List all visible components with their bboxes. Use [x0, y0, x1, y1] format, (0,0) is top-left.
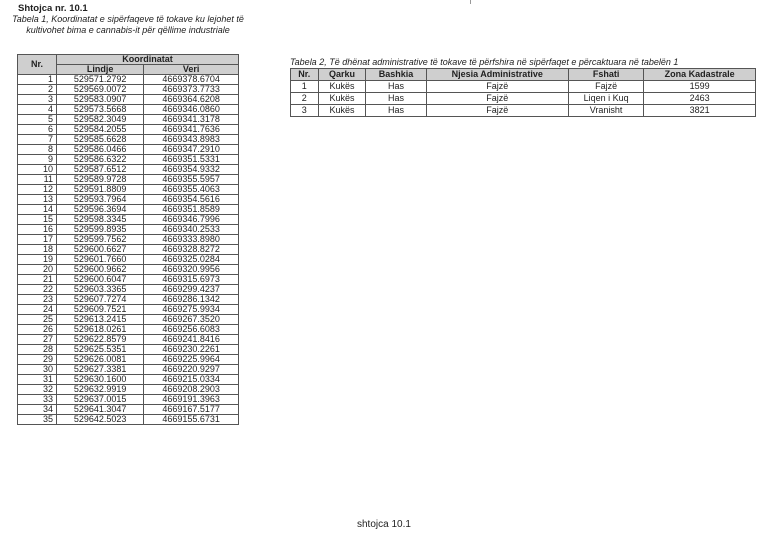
coordinates-table-body — [18, 75, 239, 425]
row-nr-cell: 9 — [18, 155, 57, 165]
row-nr-cell: 22 — [18, 285, 57, 295]
table-row — [18, 335, 239, 345]
row-nr-cell: 12 — [18, 185, 57, 195]
admin-col-header: Njesia Administrative — [426, 69, 568, 81]
veri-cell: 4669341.3178 — [144, 115, 239, 125]
coordinates-table — [17, 54, 239, 425]
row-nr-cell: 4 — [18, 105, 57, 115]
table-row — [18, 365, 239, 375]
row-nr-cell: 34 — [18, 405, 57, 415]
table-row — [18, 155, 239, 165]
veri-cell: 4669343.8983 — [144, 135, 239, 145]
col-group-header: Koordinatat — [57, 55, 239, 65]
veri-cell: 4669347.2910 — [144, 145, 239, 155]
veri-cell: 4669225.9964 — [144, 355, 239, 365]
row-nr-cell: 16 — [18, 225, 57, 235]
row-nr-cell: 1 — [291, 81, 319, 93]
table-row — [18, 125, 239, 135]
page-heading: Shtojca nr. 10.1 — [18, 3, 88, 14]
fshati-cell: Liqen i Kuq — [568, 93, 643, 105]
table-row — [18, 395, 239, 405]
qarku-cell: Kukës — [318, 93, 366, 105]
table-row — [18, 325, 239, 335]
table2-caption: Tabela 2, Të dhënat administrative të tokave të përfshira në sipërfaqet e përcaktuara në tabelën 1 — [290, 57, 679, 67]
veri-cell: 4669354.9332 — [144, 165, 239, 175]
table-row — [18, 85, 239, 95]
lindje-cell: 529625.5351 — [57, 345, 144, 355]
lindje-cell: 529569.0072 — [57, 85, 144, 95]
veri-cell: 4669354.5616 — [144, 195, 239, 205]
admin-col-header: Nr. — [291, 69, 319, 81]
table-row — [18, 305, 239, 315]
fshati-cell: Fajzë — [568, 81, 643, 93]
fshati-cell: Vranisht — [568, 105, 643, 117]
table-row — [18, 95, 239, 105]
lindje-cell: 529593.7964 — [57, 195, 144, 205]
veri-cell: 4669340.2533 — [144, 225, 239, 235]
bashkia-cell: Has — [366, 105, 426, 117]
table-row — [18, 175, 239, 185]
veri-cell: 4669220.9297 — [144, 365, 239, 375]
lindje-cell: 529630.1600 — [57, 375, 144, 385]
lindje-cell: 529632.9919 — [57, 385, 144, 395]
veri-cell: 4669355.5957 — [144, 175, 239, 185]
top-divider-mark — [470, 0, 471, 4]
table-row — [18, 385, 239, 395]
table-row — [18, 295, 239, 305]
table-row — [18, 355, 239, 365]
veri-cell: 4669320.9956 — [144, 265, 239, 275]
row-nr-cell: 2 — [291, 93, 319, 105]
administrative-table-header-row — [291, 69, 756, 81]
lindje-cell: 529584.2055 — [57, 125, 144, 135]
row-nr-cell: 33 — [18, 395, 57, 405]
veri-cell: 4669378.6704 — [144, 75, 239, 85]
col-nr-header: Nr. — [18, 55, 57, 75]
row-nr-cell: 3 — [18, 95, 57, 105]
table-row — [18, 105, 239, 115]
table-row — [18, 225, 239, 235]
table-row — [18, 235, 239, 245]
lindje-cell: 529599.8935 — [57, 225, 144, 235]
lindje-cell: 529607.7274 — [57, 295, 144, 305]
veri-cell: 4669351.8589 — [144, 205, 239, 215]
lindje-cell: 529586.0466 — [57, 145, 144, 155]
njesia-cell: Fajzë — [426, 105, 568, 117]
row-nr-cell: 13 — [18, 195, 57, 205]
lindje-cell: 529598.3345 — [57, 215, 144, 225]
row-nr-cell: 24 — [18, 305, 57, 315]
col-lindje-header: Lindje — [57, 65, 144, 75]
row-nr-cell: 2 — [18, 85, 57, 95]
table-row — [18, 75, 239, 85]
table-row — [291, 105, 756, 117]
lindje-cell: 529641.3047 — [57, 405, 144, 415]
table-row — [18, 285, 239, 295]
table-row — [18, 255, 239, 265]
table-row — [291, 93, 756, 105]
veri-cell: 4669351.5331 — [144, 155, 239, 165]
row-nr-cell: 5 — [18, 115, 57, 125]
lindje-cell: 529622.8579 — [57, 335, 144, 345]
row-nr-cell: 7 — [18, 135, 57, 145]
table-row — [18, 195, 239, 205]
table-row — [18, 215, 239, 225]
lindje-cell: 529618.0261 — [57, 325, 144, 335]
col-veri-header: Veri — [144, 65, 239, 75]
administrative-table — [290, 68, 756, 117]
lindje-cell: 529603.3365 — [57, 285, 144, 295]
veri-cell: 4669315.6973 — [144, 275, 239, 285]
row-nr-cell: 23 — [18, 295, 57, 305]
row-nr-cell: 35 — [18, 415, 57, 425]
veri-cell: 4669155.6731 — [144, 415, 239, 425]
table-row — [291, 81, 756, 93]
veri-cell: 4669328.8272 — [144, 245, 239, 255]
lindje-cell: 529642.5023 — [57, 415, 144, 425]
lindje-cell: 529627.3381 — [57, 365, 144, 375]
admin-col-header: Bashkia — [366, 69, 426, 81]
zona-kadastrale-cell: 2463 — [644, 93, 756, 105]
qarku-cell: Kukës — [318, 81, 366, 93]
lindje-cell: 529587.6512 — [57, 165, 144, 175]
qarku-cell: Kukës — [318, 105, 366, 117]
lindje-cell: 529582.3049 — [57, 115, 144, 125]
zona-kadastrale-cell: 1599 — [644, 81, 756, 93]
lindje-cell: 529609.7521 — [57, 305, 144, 315]
veri-cell: 4669346.7996 — [144, 215, 239, 225]
admin-col-header: Zona Kadastrale — [644, 69, 756, 81]
row-nr-cell: 14 — [18, 205, 57, 215]
row-nr-cell: 28 — [18, 345, 57, 355]
row-nr-cell: 30 — [18, 365, 57, 375]
veri-cell: 4669275.9934 — [144, 305, 239, 315]
table-row — [18, 245, 239, 255]
row-nr-cell: 20 — [18, 265, 57, 275]
admin-col-header: Qarku — [318, 69, 366, 81]
table-row — [18, 315, 239, 325]
njesia-cell: Fajzë — [426, 81, 568, 93]
table1-caption: Tabela 1, Koordinatat e sipërfaqeve të tokave ku lejohet të kultivohet bima e cannabis-it për qëllime industriale — [12, 14, 244, 35]
admin-col-header: Fshati — [568, 69, 643, 81]
veri-cell: 4669241.8416 — [144, 335, 239, 345]
table-row — [18, 145, 239, 155]
lindje-cell: 529613.2415 — [57, 315, 144, 325]
bashkia-cell: Has — [366, 81, 426, 93]
veri-cell: 4669355.4063 — [144, 185, 239, 195]
table-row — [18, 135, 239, 145]
lindje-cell: 529600.6047 — [57, 275, 144, 285]
row-nr-cell: 25 — [18, 315, 57, 325]
bashkia-cell: Has — [366, 93, 426, 105]
row-nr-cell: 10 — [18, 165, 57, 175]
lindje-cell: 529586.6322 — [57, 155, 144, 165]
veri-cell: 4669191.3963 — [144, 395, 239, 405]
lindje-cell: 529571.2792 — [57, 75, 144, 85]
table-row — [18, 205, 239, 215]
table-row — [18, 345, 239, 355]
table-row — [18, 375, 239, 385]
lindje-cell: 529626.0081 — [57, 355, 144, 365]
veri-cell: 4669373.7733 — [144, 85, 239, 95]
table-row — [18, 275, 239, 285]
veri-cell: 4669267.3520 — [144, 315, 239, 325]
lindje-cell: 529583.0907 — [57, 95, 144, 105]
table-row — [18, 265, 239, 275]
administrative-table-body — [291, 81, 756, 117]
lindje-cell: 529589.9728 — [57, 175, 144, 185]
row-nr-cell: 26 — [18, 325, 57, 335]
table-row — [18, 185, 239, 195]
veri-cell: 4669299.4237 — [144, 285, 239, 295]
table-row — [18, 415, 239, 425]
lindje-cell: 529599.7562 — [57, 235, 144, 245]
lindje-cell: 529601.7660 — [57, 255, 144, 265]
veri-cell: 4669346.0860 — [144, 105, 239, 115]
lindje-cell: 529591.8809 — [57, 185, 144, 195]
row-nr-cell: 27 — [18, 335, 57, 345]
table-row — [18, 115, 239, 125]
veri-cell: 4669341.7636 — [144, 125, 239, 135]
veri-cell: 4669364.6208 — [144, 95, 239, 105]
veri-cell: 4669333.8980 — [144, 235, 239, 245]
veri-cell: 4669256.6083 — [144, 325, 239, 335]
table-row — [18, 405, 239, 415]
row-nr-cell: 3 — [291, 105, 319, 117]
lindje-cell: 529600.9662 — [57, 265, 144, 275]
row-nr-cell: 1 — [18, 75, 57, 85]
page-footer: shtojca 10.1 — [357, 519, 411, 530]
lindje-cell: 529585.6628 — [57, 135, 144, 145]
lindje-cell: 529600.6627 — [57, 245, 144, 255]
veri-cell: 4669208.2903 — [144, 385, 239, 395]
row-nr-cell: 32 — [18, 385, 57, 395]
zona-kadastrale-cell: 3821 — [644, 105, 756, 117]
lindje-cell: 529573.5668 — [57, 105, 144, 115]
row-nr-cell: 29 — [18, 355, 57, 365]
row-nr-cell: 19 — [18, 255, 57, 265]
row-nr-cell: 17 — [18, 235, 57, 245]
njesia-cell: Fajzë — [426, 93, 568, 105]
veri-cell: 4669325.0284 — [144, 255, 239, 265]
veri-cell: 4669167.5177 — [144, 405, 239, 415]
lindje-cell: 529596.3694 — [57, 205, 144, 215]
row-nr-cell: 21 — [18, 275, 57, 285]
row-nr-cell: 31 — [18, 375, 57, 385]
veri-cell: 4669215.0334 — [144, 375, 239, 385]
row-nr-cell: 8 — [18, 145, 57, 155]
lindje-cell: 529637.0015 — [57, 395, 144, 405]
veri-cell: 4669230.2261 — [144, 345, 239, 355]
table-row — [18, 165, 239, 175]
veri-cell: 4669286.1342 — [144, 295, 239, 305]
row-nr-cell: 18 — [18, 245, 57, 255]
row-nr-cell: 6 — [18, 125, 57, 135]
row-nr-cell: 11 — [18, 175, 57, 185]
row-nr-cell: 15 — [18, 215, 57, 225]
